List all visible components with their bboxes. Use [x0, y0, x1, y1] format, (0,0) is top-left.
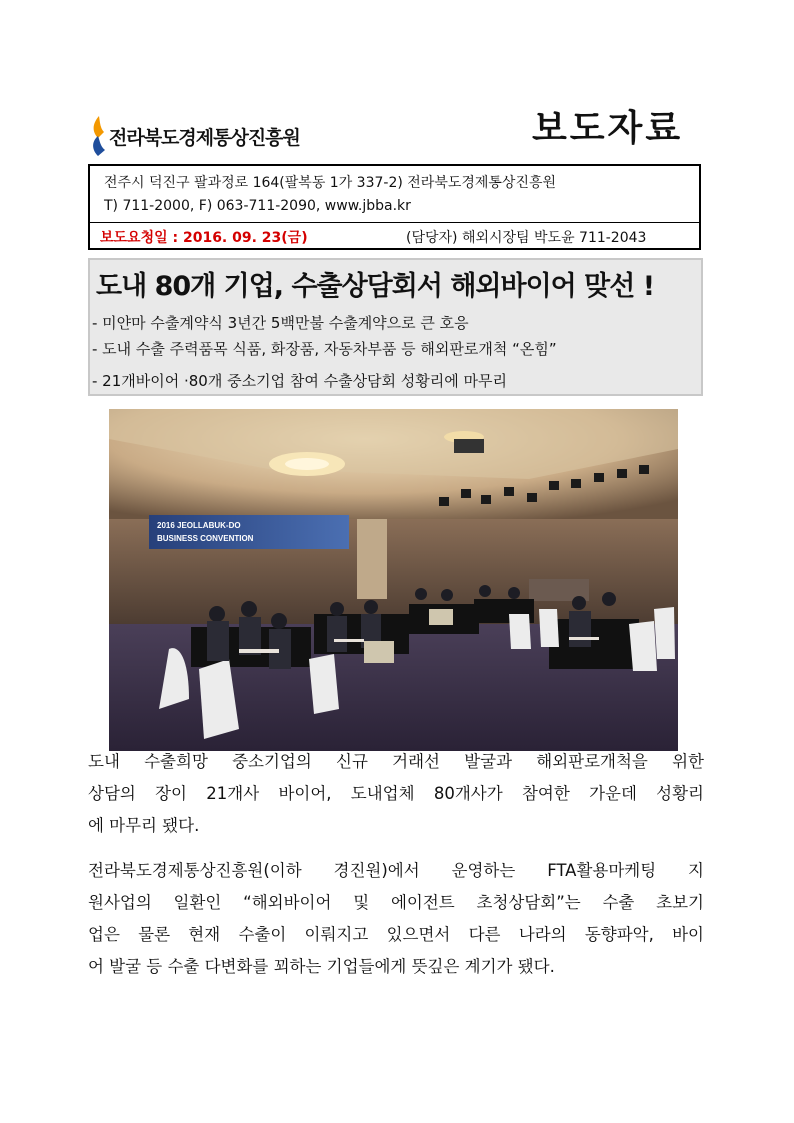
paragraph-line: 원사업의 일환인 “해외바이어 및 에이전트 초청상담회”는 수출 초보기 — [88, 893, 704, 912]
paragraph-line: 상담의 장이 21개사 바이어, 도내업체 80개사가 참여한 가운데 성황리 — [88, 784, 704, 803]
paragraph-line: 에 마무리 됐다. — [88, 816, 200, 835]
document-type-title: 보도자료 — [532, 108, 684, 149]
paragraph-line: 도내 수출희망 중소기업의 신규 거래선 발굴과 해외판로개척을 위한 — [88, 752, 704, 771]
contact-numbers-line: T) 711-2000, F) 063-711-2090, www.jbba.kr — [104, 198, 411, 214]
headline-box — [88, 258, 703, 396]
paragraph-line: 업은 물론 현재 수출이 이뤄지고 있으면서 다른 나라의 동향파악, 바이 — [88, 925, 704, 944]
info-box — [88, 164, 701, 250]
person-in-charge: (담당자) 해외시장팀 박도윤 711-2043 — [406, 230, 647, 246]
org-logo — [90, 114, 300, 158]
logo-flame-icon — [90, 114, 106, 158]
paragraph-line: 전라북도경제통상진흥원(이하 경진원)에서 운영하는 FTA활용마케팅 지 — [88, 861, 704, 880]
body-paragraph-2 — [88, 855, 704, 983]
banner-text-line2: BUSINESS CONVENTION — [157, 534, 254, 543]
body-paragraph-1 — [88, 746, 704, 842]
paragraph-line: 어 발굴 등 수출 다변화를 꾀하는 기업들에게 뜻깊은 계기가 됐다. — [88, 957, 555, 976]
banner-text-line1: 2016 JEOLLABUK-DO — [157, 521, 241, 530]
address-line: 전주시 덕진구 팔과정로 164(팔복동 1가 337-2) 전라북도경제통상진흥원 — [104, 175, 557, 191]
release-date: 보도요청일 : 2016. 09. 23(금) — [100, 230, 308, 246]
subtitle-item: - 21개바이어 ·80개 중소기업 참여 수출상담회 성황리에 마무리 — [92, 372, 508, 390]
subtitle-item: - 도내 수출 주력품목 식품, 화장품, 자동차부품 등 해외판로개척 “온힘” — [92, 340, 557, 358]
info-divider — [90, 222, 699, 223]
event-photo — [109, 409, 678, 751]
subtitle-item: - 미얀마 수출계약식 3년간 5백만불 수출계약으로 큰 호응 — [92, 314, 469, 332]
org-logo-text: 전라북도경제통상진흥원 — [109, 127, 300, 149]
headline-title: 도내 80개 기업, 수출상담회서 해외바이어 맞선 ! — [96, 271, 655, 302]
